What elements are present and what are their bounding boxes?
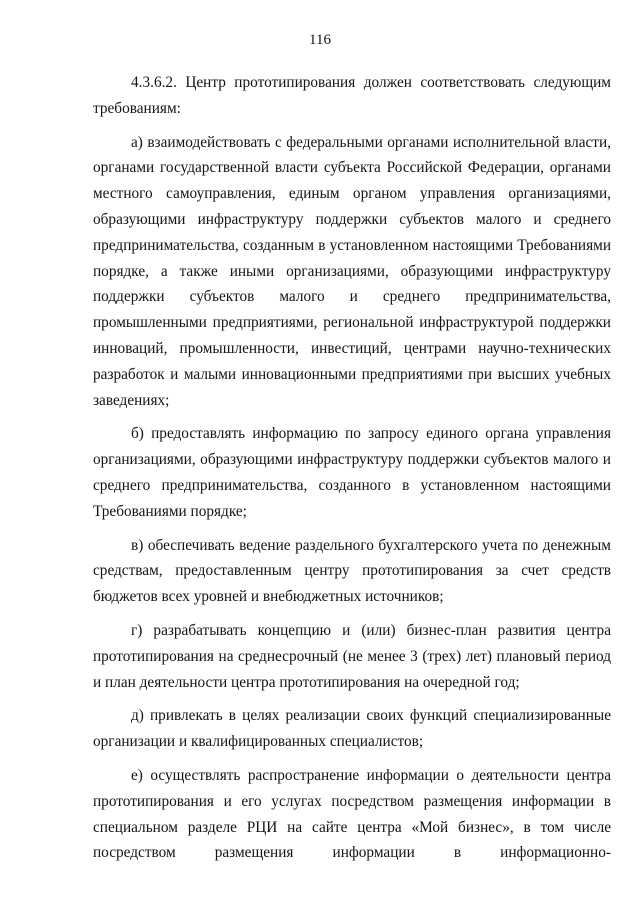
- paragraph-item-v: в) обеспечивать ведение раздельного бухгалтерского учета по денежным средствам, предоставленным центру прототипирования за счет средств бюджетов всех уровней и внебюджетных источников;: [93, 536, 611, 606]
- page-number: 116: [309, 32, 331, 48]
- paragraph-4-3-6-2: 4.3.6.2. Центр прототипирования должен соответствовать следующим требованиям:: [93, 74, 611, 117]
- paragraph-item-e: е) осуществлять распространение информации о деятельности центра прототипирования и его услугах посредством размещения информации в специальном разделе РЦИ на сайте центра «Мой бизнес», в том числе посредством размещения информации в информационно-: [93, 766, 611, 862]
- paragraph-item-a: а) взаимодействовать с федеральными органами исполнительной власти, органами государственной власти субъекта Российской Федерации, органами местного самоуправления, единым органом управления организациями, образующими инфраструктуру поддержки субъектов малого и среднего предпринимательства, созданным в установленном настоящими Требованиями порядке, а также иными организациями, образующими инфраструктуру поддержки субъектов малого и среднего предпринимательства, промышленными предприятиями, региональной инфраструктурой поддержки инноваций, промышленности, инвестиций, центрами научно-технических разработок и малыми инновационными предприятиями при высших учебных заведениях;: [93, 133, 611, 409]
- document-body: [93, 70, 611, 866]
- paragraph-item-b: б) предоставлять информацию по запросу единого органа управления организациями, образующими инфраструктуру поддержки субъектов малого и среднего предпринимательства, созданного в установленном настоящими Требованиями порядке;: [93, 425, 611, 520]
- paragraph-item-g: г) разрабатывать концепцию и (или) бизнес-план развития центра прототипирования на среднесрочный (не менее 3 (трех) лет) плановый период и план деятельности центра прототипирования на очередной год;: [93, 621, 611, 691]
- paragraph-item-d: д) привлекать в целях реализации своих функций специализированные организации и квалифицированных специалистов;: [93, 707, 611, 751]
